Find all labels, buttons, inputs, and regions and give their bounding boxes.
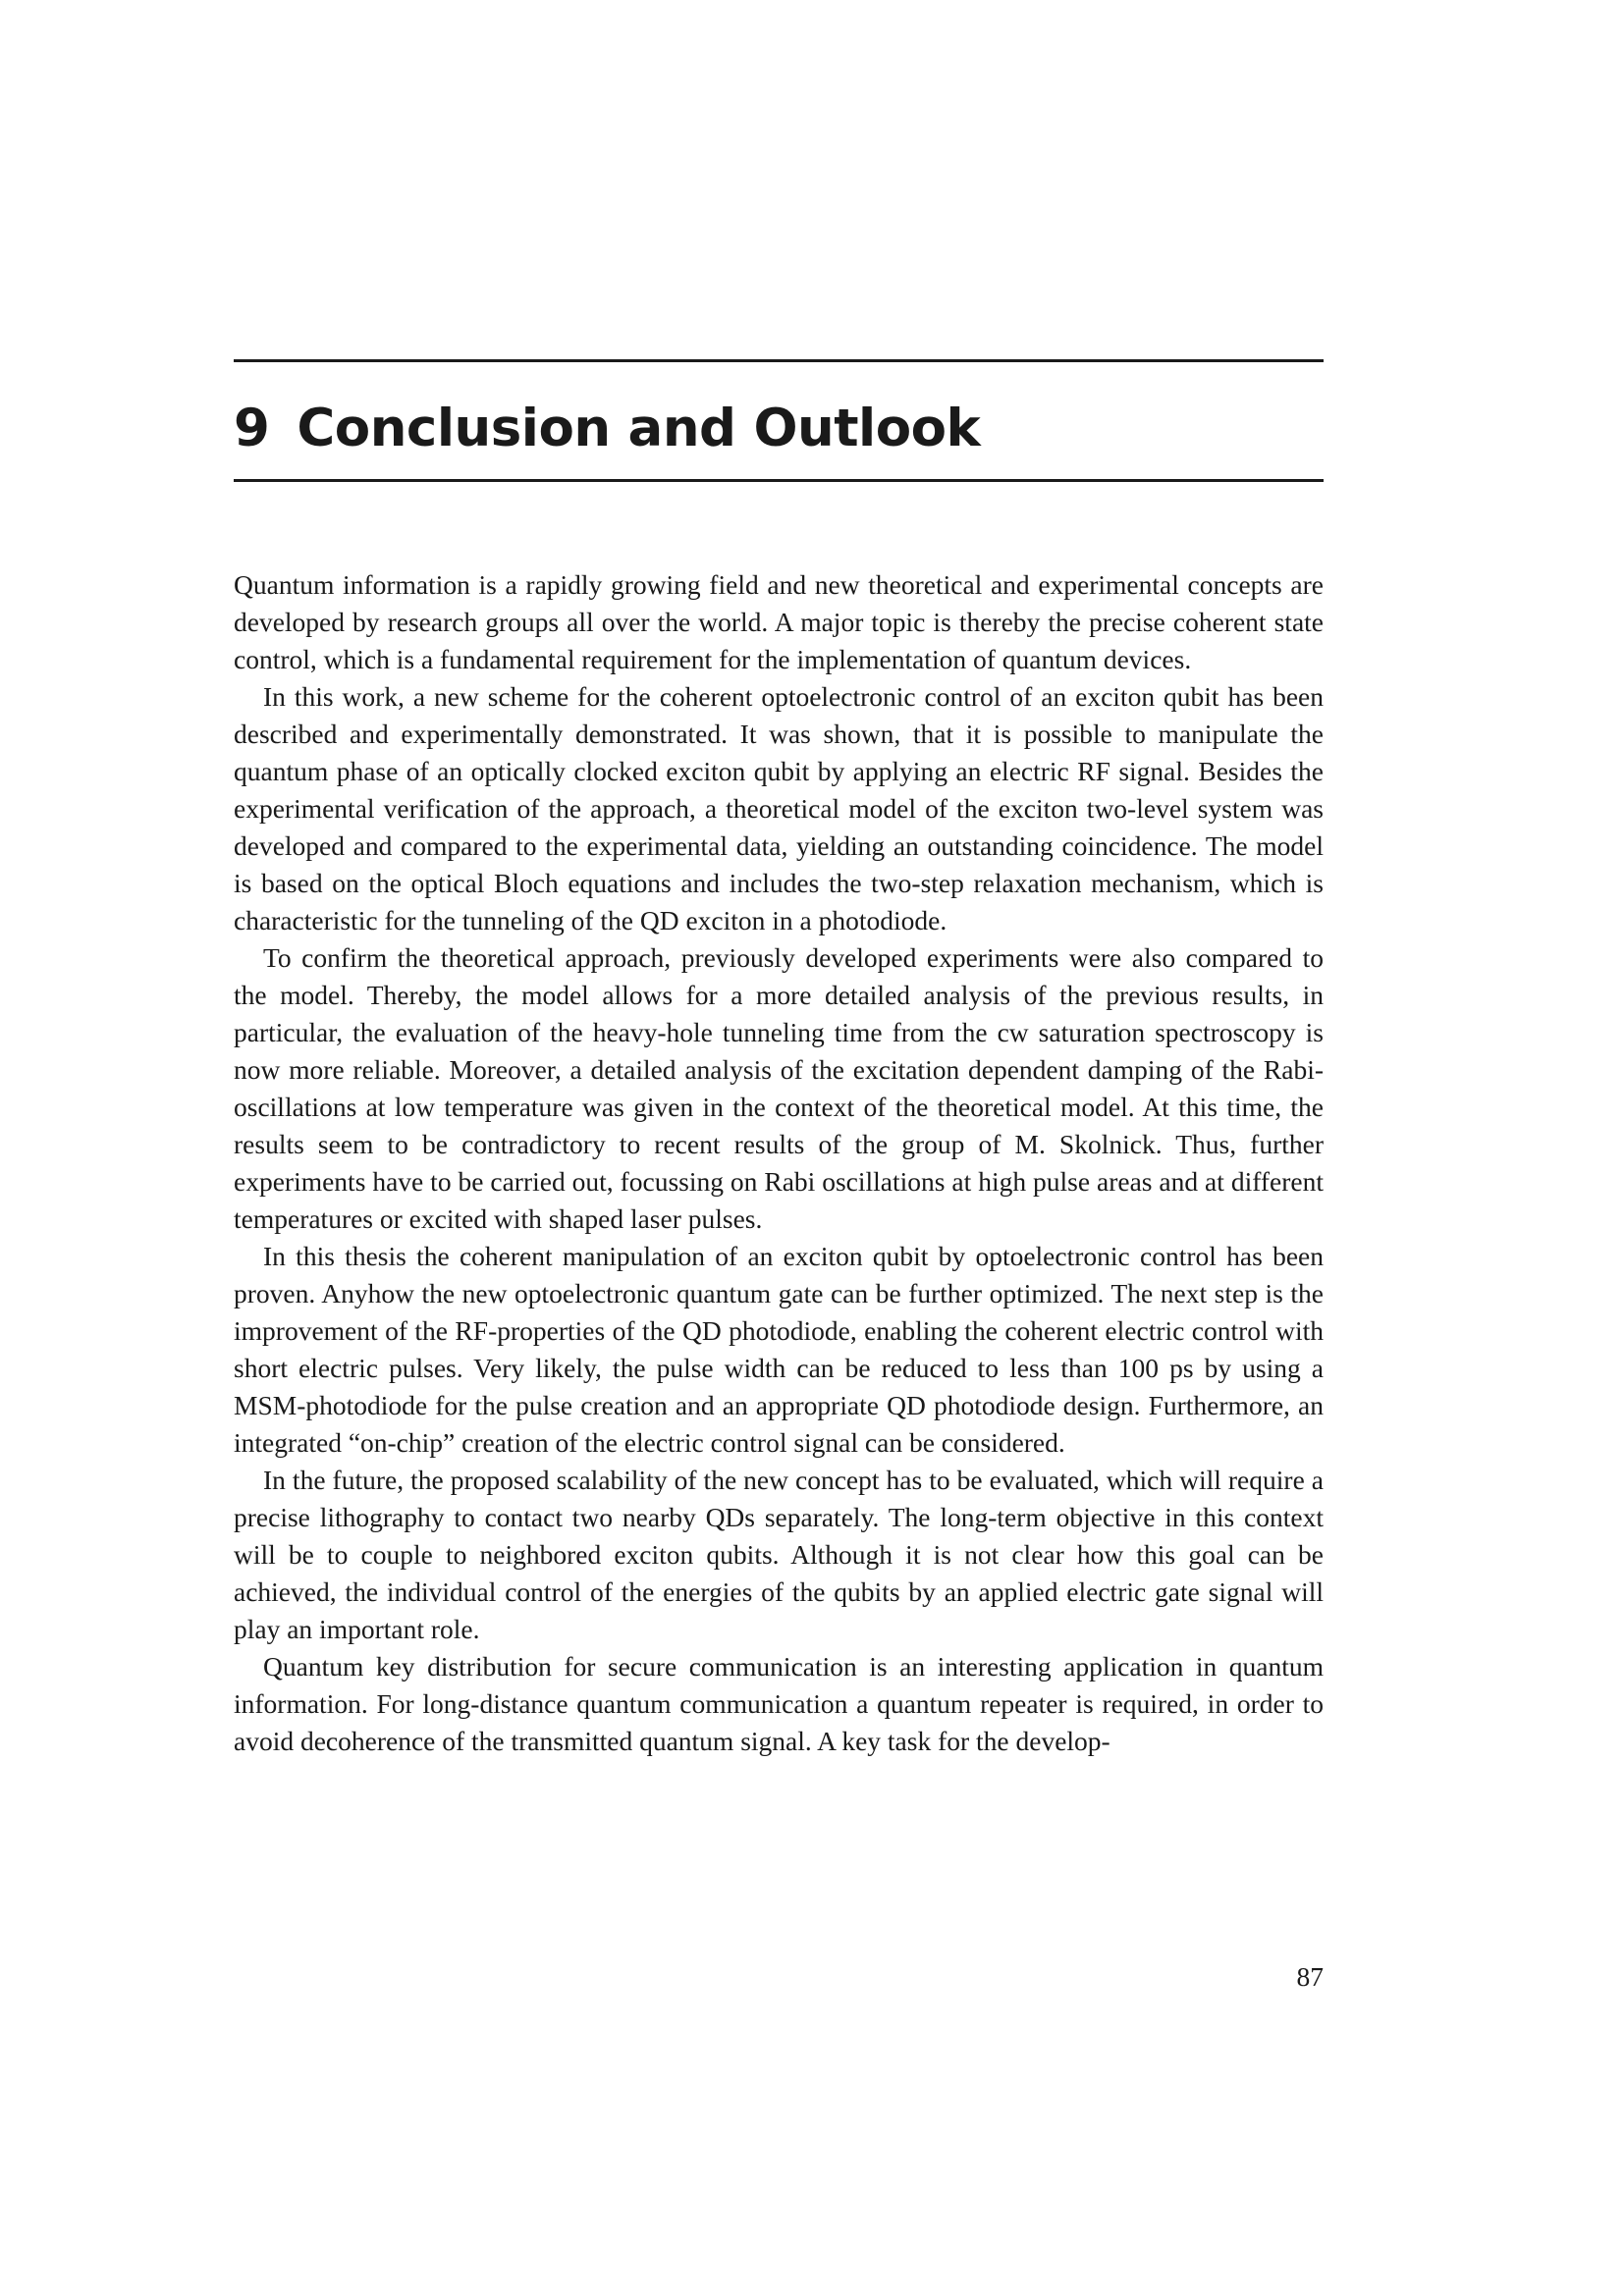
page-number: 87 [1296, 1961, 1324, 1992]
paragraph: In this thesis the coherent manipulation of an exciton qubit by optoelectronic control has been proven. Anyhow the new optoelectronic quantum gate can be further optimized. The next step is the improvement of the RF-properties of the QD photodiode, enabling the coherent electric control with short electric pulses. Very likely, the pulse width can be reduced to less than 100 ps by using a MSM-photodiode for the pulse creation and an appropriate QD photodiode design. Furthermore, an integrated “on-chip” creation of the electric control signal can be considered. [234, 1241, 1324, 1458]
paragraph: Quantum key distribution for secure communication is an interesting application in quantum information. For long-distance quantum communication a quantum repeater is required, in order to avoid decoherence of the transmitted quantum signal. A key task for the develop- [234, 1651, 1324, 1756]
body-text [234, 566, 1324, 1760]
chapter-title: Conclusion and Outlook [297, 399, 981, 458]
paragraph: In the future, the proposed scalability of the new concept has to be evaluated, which will require a precise lithography to contact two nearby QDs separately. The long-term objective in this context will be to couple to neighbored exciton qubits. Although it is not clear how this goal can be achieved, the individual control of the energies of the qubits by an applied electric gate signal will play an important role. [234, 1465, 1324, 1644]
page-content [234, 359, 1324, 1760]
paragraph: Quantum information is a rapidly growing field and new theoretical and experimental concepts are developed by research groups all over the world. A major topic is thereby the precise coherent state control, which is a fundamental requirement for the implementation of quantum devices. [234, 569, 1324, 674]
paragraph: In this work, a new scheme for the coherent optoelectronic control of an exciton qubit has been described and experimentally demonstrated. It was shown, that it is possible to manipulate the quantum phase of an optically clocked exciton qubit by applying an electric RF signal. Besides the experimental verification of the approach, a theoretical model of the exciton two-level system was developed and compared to the experimental data, yielding an outstanding coincidence. The model is based on the optical Bloch equations and includes the two-step relaxation mechanism, which is characteristic for the tunneling of the QD exciton in a photodiode. [234, 681, 1324, 935]
paragraph: To confirm the theoretical approach, previously developed experiments were also compared to the model. Thereby, the model allows for a more detailed analysis of the previous results, in particular, the evaluation of the heavy-hole tunneling time from the cw saturation spectroscopy is now more reliable. Moreover, a detailed analysis of the excitation dependent damping of the Rabi-oscillations at low temperature was given in the context of the theoretical model. At this time, the results seem to be contradictory to recent results of the group of M. Skolnick. Thus, further experiments have to be carried out, focussing on Rabi oscillations at high pulse areas and at different temperatures or excited with shaped laser pulses. [234, 942, 1324, 1234]
chapter-number: 9 [234, 399, 270, 458]
chapter-bottom-rule [234, 479, 1324, 482]
chapter-top-rule [234, 359, 1324, 362]
chapter-heading [234, 399, 1324, 458]
